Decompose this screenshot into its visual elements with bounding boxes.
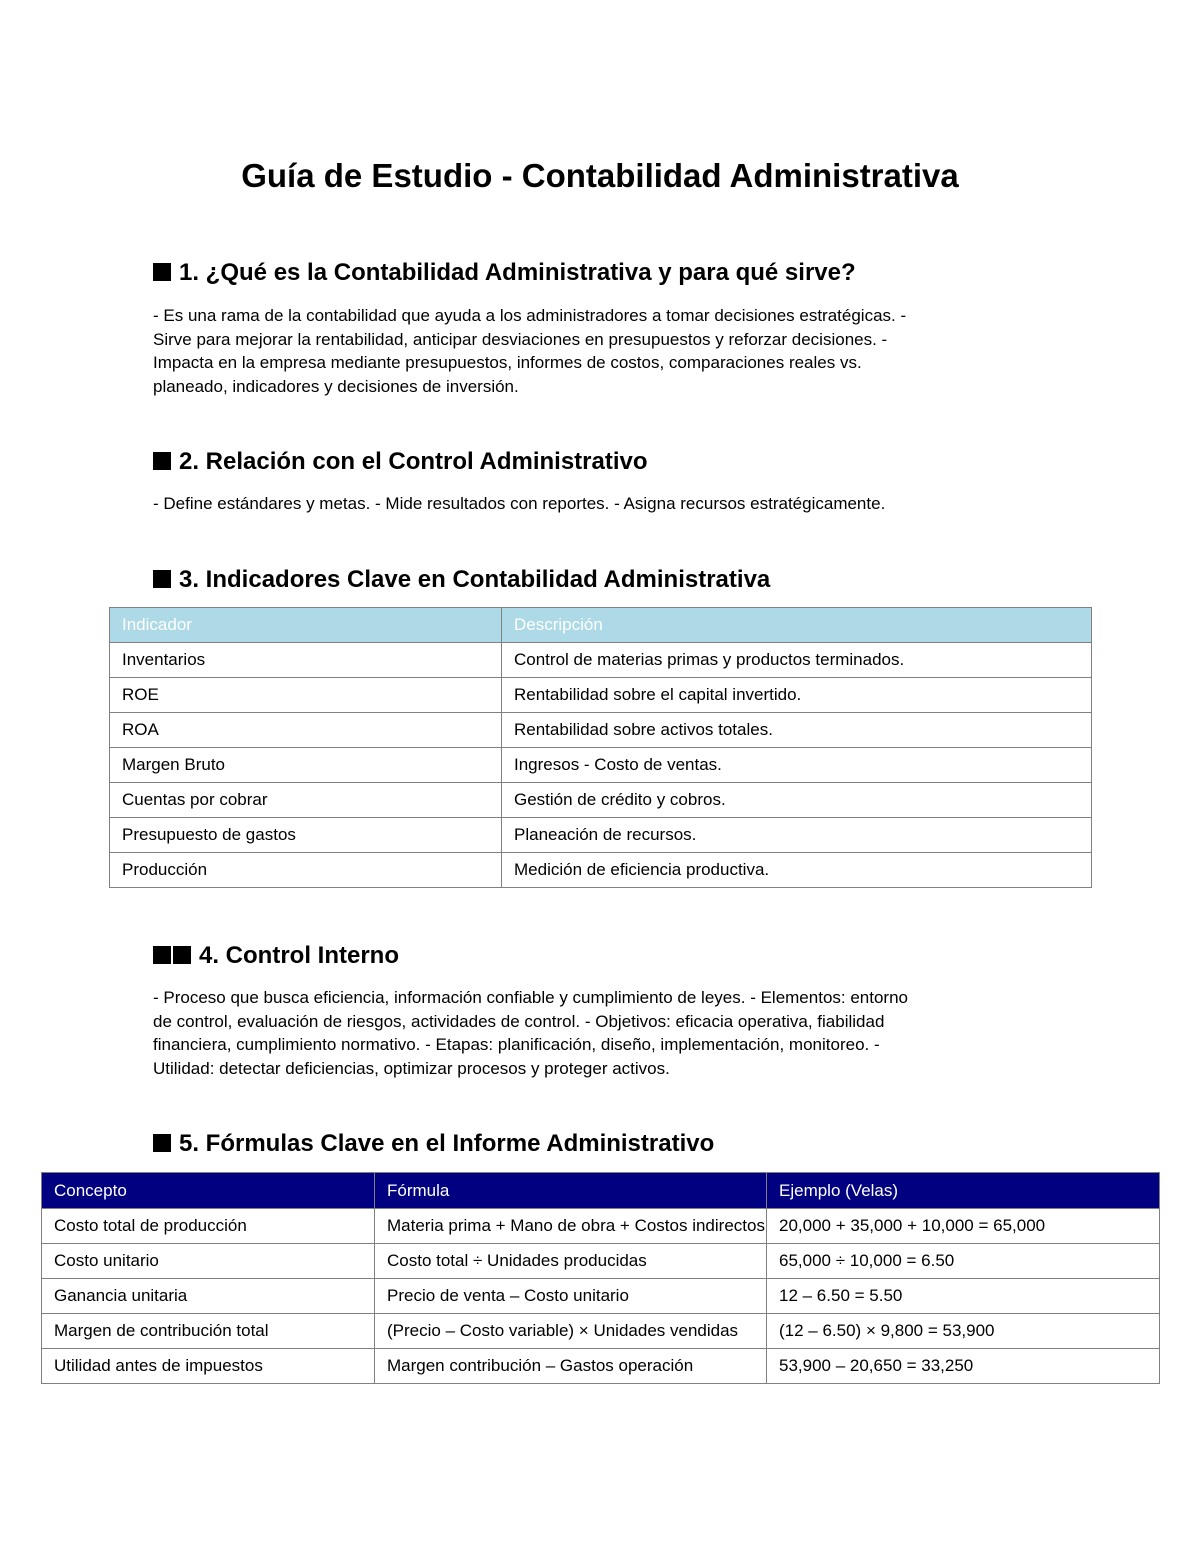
table-cell: Costo unitario (42, 1244, 375, 1279)
table-cell: Margen de contribución total (42, 1314, 375, 1349)
table-cell: ROE (110, 678, 502, 713)
section-3-heading-text: 3. Indicadores Clave en Contabilidad Administrativa (179, 566, 771, 593)
table-cell: Rentabilidad sobre activos totales. (502, 713, 1092, 748)
section-1-heading (153, 256, 856, 290)
section-5-heading-text: 5. Fórmulas Clave en el Informe Administrativo (179, 1130, 715, 1157)
paragraph-line: Sirve para mejorar la rentabilidad, anticipar desviaciones en presupuestos y reforzar decisiones. - (153, 329, 888, 349)
section-2-paragraph (153, 492, 1033, 516)
table-cell: Ingresos - Costo de ventas. (502, 748, 1092, 783)
table-row (42, 1349, 1160, 1384)
section-1-paragraph (153, 304, 1033, 398)
table-row (110, 643, 1092, 678)
section-1-heading-text: 1. ¿Qué es la Contabilidad Administrativa y para qué sirve? (179, 259, 856, 286)
square-bullet-icon (153, 452, 171, 470)
table-row (110, 678, 1092, 713)
section-4-heading-text: 4. Control Interno (199, 942, 399, 969)
table-header-row (110, 608, 1092, 643)
paragraph-line: planeado, indicadores y decisiones de inversión. (153, 376, 519, 396)
table-row (110, 853, 1092, 888)
table-cell: Control de materias primas y productos terminados. (502, 643, 1092, 678)
square-bullet-icon (173, 946, 191, 964)
table-cell: Precio de venta – Costo unitario (375, 1279, 767, 1314)
paragraph-line: financiera, cumplimiento normativo. - Etapas: planificación, diseño, implementación, monitoreo. - (153, 1035, 880, 1054)
table-cell: Utilidad antes de impuestos (42, 1349, 375, 1384)
table-header-row (42, 1173, 1160, 1209)
table-row (110, 783, 1092, 818)
section-4-heading (153, 939, 399, 973)
column-header: Concepto (42, 1173, 375, 1209)
paragraph-line: Utilidad: detectar deficiencias, optimizar procesos y proteger activos. (153, 1058, 670, 1078)
column-header: Fórmula (375, 1173, 767, 1209)
square-bullet-icon (153, 946, 171, 964)
column-header: Descripción (502, 608, 1092, 643)
section-2-heading-text: 2. Relación con el Control Administrativo (179, 448, 648, 475)
paragraph-line: Impacta en la empresa mediante presupuestos, informes de costos, comparaciones reales vs. (153, 353, 862, 372)
table-cell: Costo total ÷ Unidades producidas (375, 1244, 767, 1279)
section-5-heading (153, 1127, 714, 1161)
section-3-heading (153, 563, 770, 597)
section-2-heading (153, 445, 648, 479)
table-row (42, 1279, 1160, 1314)
table-cell: (Precio – Costo variable) × Unidades vendidas (375, 1314, 767, 1349)
square-bullet-icon (153, 1134, 171, 1152)
table-cell: Margen Bruto (110, 748, 502, 783)
page-title: Guía de Estudio - Contabilidad Administrativa (241, 157, 959, 194)
table-row (42, 1314, 1160, 1349)
paragraph-line: - Es una rama de la contabilidad que ayuda a los administradores a tomar decisiones estratégicas. - (153, 306, 907, 325)
table-cell: (12 – 6.50) × 9,800 = 53,900 (767, 1314, 1160, 1349)
table-cell: Planeación de recursos. (502, 818, 1092, 853)
table-cell: Presupuesto de gastos (110, 818, 502, 853)
table-cell: 53,900 – 20,650 = 33,250 (767, 1349, 1160, 1384)
table-row (42, 1244, 1160, 1279)
table-row (110, 713, 1092, 748)
table-cell: Gestión de crédito y cobros. (502, 783, 1092, 818)
table-cell: Producción (110, 853, 502, 888)
section-4-paragraph (153, 986, 1033, 1080)
formulas-table (41, 1172, 1160, 1384)
table-cell: 12 – 6.50 = 5.50 (767, 1279, 1160, 1314)
table-row (110, 748, 1092, 783)
square-bullet-icon (153, 570, 171, 588)
table-cell: 20,000 + 35,000 + 10,000 = 65,000 (767, 1209, 1160, 1244)
table-row (110, 818, 1092, 853)
table-cell: Medición de eficiencia productiva. (502, 853, 1092, 888)
column-header: Ejemplo (Velas) (767, 1173, 1160, 1209)
table-cell: Materia prima + Mano de obra + Costos indirectos (375, 1209, 767, 1244)
paragraph-line: - Define estándares y metas. - Mide resultados con reportes. - Asigna recursos estratégicamente. (153, 494, 886, 513)
table-cell: 65,000 ÷ 10,000 = 6.50 (767, 1244, 1160, 1279)
table-row (42, 1209, 1160, 1244)
table-cell: Inventarios (110, 643, 502, 678)
table-cell: Margen contribución – Gastos operación (375, 1349, 767, 1384)
table-cell: ROA (110, 713, 502, 748)
table-cell: Ganancia unitaria (42, 1279, 375, 1314)
table-cell: Rentabilidad sobre el capital invertido. (502, 678, 1092, 713)
paragraph-line: de control, evaluación de riesgos, actividades de control. - Objetivos: eficacia operativa, fiabilidad (153, 1011, 885, 1031)
square-bullet-icon (153, 263, 171, 281)
paragraph-line: - Proceso que busca eficiencia, información confiable y cumplimiento de leyes. - Elementos: entorno (153, 988, 908, 1007)
column-header: Indicador (110, 608, 502, 643)
table-cell: Costo total de producción (42, 1209, 375, 1244)
table-cell: Cuentas por cobrar (110, 783, 502, 818)
indicators-table (109, 607, 1092, 888)
